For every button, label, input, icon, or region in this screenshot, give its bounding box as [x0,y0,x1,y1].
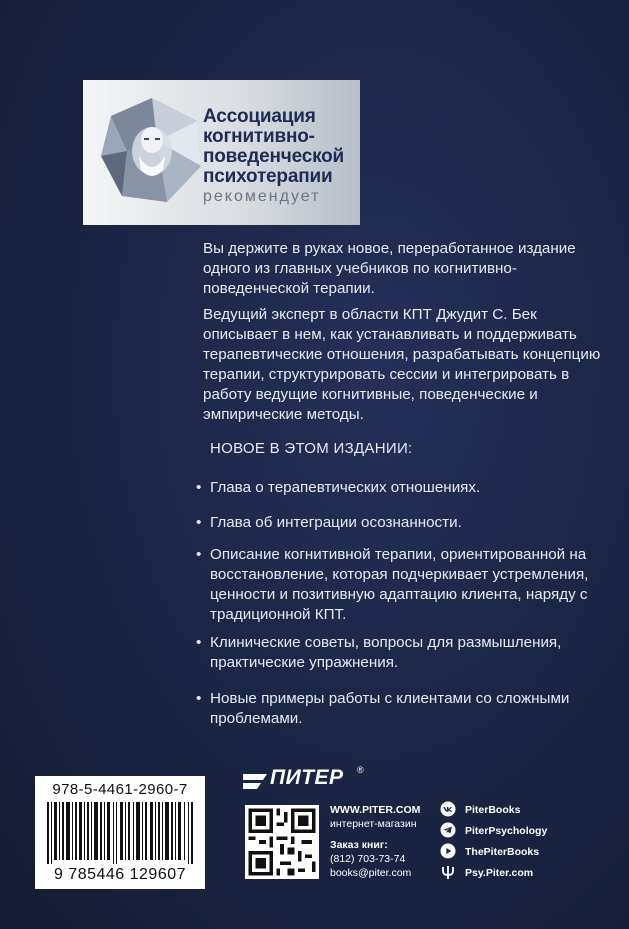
bullet-icon: • [196,690,202,707]
recommends-label: рекомендует [203,188,321,205]
publisher-name: ПИТЕР [270,766,344,789]
book-back-cover: Ассоциация когнитивно- поведенческой психотерапии рекомендует Вы держите в руках новое, переработанное издание одного из главных учебников по когнитивно-поведенческой терапии. Ведущий эксперт в области КПТ Джудит С. Бек описывает в нем, как устанавливать и поддерживать терапевтические отношения, разрабатывать концепцию терапии, структурировать сессии и интегрировать в работу ведущие когнитивные, поведенческие и эмпирические методы. НОВОЕ В ЭТОМ ИЗДАНИИ: • Глава о терапевтических отношениях. • Глава об интеграции осознанности. • Описание когнитивной терапии, ориентированной на восстановление, которая подчеркивает устремления, ценности и позитивную адаптацию клиента, наряду с традиционной КПТ. • Клинические советы, вопросы для размышления, практические упражнения. • Новые примеры работы с клиентами со сложными проблемами. 978-5-4461-2960-7 9 785446 129607 ПИТЕР ® WWW.PITER.COM интернет-магазин Заказ книг: (812) 703-73-74 books@piter.com PiterBooks PiterPsychology ThePiterBooks Psy.Piter.com [0,0,629,929]
order-label: Заказ книг: [330,839,388,851]
order-email[interactable]: books@piter.com [330,867,412,879]
qr-code-icon[interactable] [245,805,319,879]
isbn-number: 978-5-4461-2960-7 [52,781,188,798]
list-item: • Новые примеры работы с клиентами со сложными проблемами. [196,690,570,727]
list-item: • Описание когнитивной терапии, ориентированной на восстановление, которая подчеркивает устремления, ценности и позитивную адаптацию клиента, наряду с традиционной КПТ. [196,546,589,623]
telegram-icon [440,822,456,838]
bullet-icon: • [196,479,202,496]
barcode-bars [47,802,195,864]
shop-label: интернет-магазин [330,818,417,830]
list-item: • Глава об интеграции осознанности. [196,514,462,531]
isbn-barcode [35,776,205,889]
bullet-icon: • [196,514,202,531]
psi-icon [440,864,456,880]
youtube-icon [440,843,456,859]
bullet-icon: • [196,634,202,651]
bullet-icon: • [196,546,202,563]
association-band [83,80,360,225]
list-item: • Клинические советы, вопросы для размышления, практические упражнения. [196,634,562,671]
list-item: • Глава о терапевтических отношениях. [196,479,481,496]
description-paragraph-1: Вы держите в руках новое, переработанное издание одного из главных учебников по когнитивно-поведенческой терапии. [203,240,576,297]
shop-url[interactable]: WWW.PITER.COM [330,804,421,816]
association-emblem-icon [97,96,207,206]
new-edition-heading: НОВОЕ В ЭТОМ ИЗДАНИИ: [210,440,413,457]
ean-number: 9 785446 129607 [53,866,187,883]
description-paragraph-2: Ведущий эксперт в области КПТ Джудит С. Бек описывает в нем, как устанавливать и поддерживать терапевтические отношения, разрабатывать концепцию терапии, структурировать сессии и интегрировать в работу ведущие когнитивные, поведенческие и эмпирические методы. [203,306,601,423]
vk-icon [440,801,456,817]
order-phone: (812) 703-73-74 [330,853,406,865]
registered-mark: ® [357,765,364,775]
association-name: Ассоциация когнитивно- поведенческой психотерапии [203,106,345,187]
